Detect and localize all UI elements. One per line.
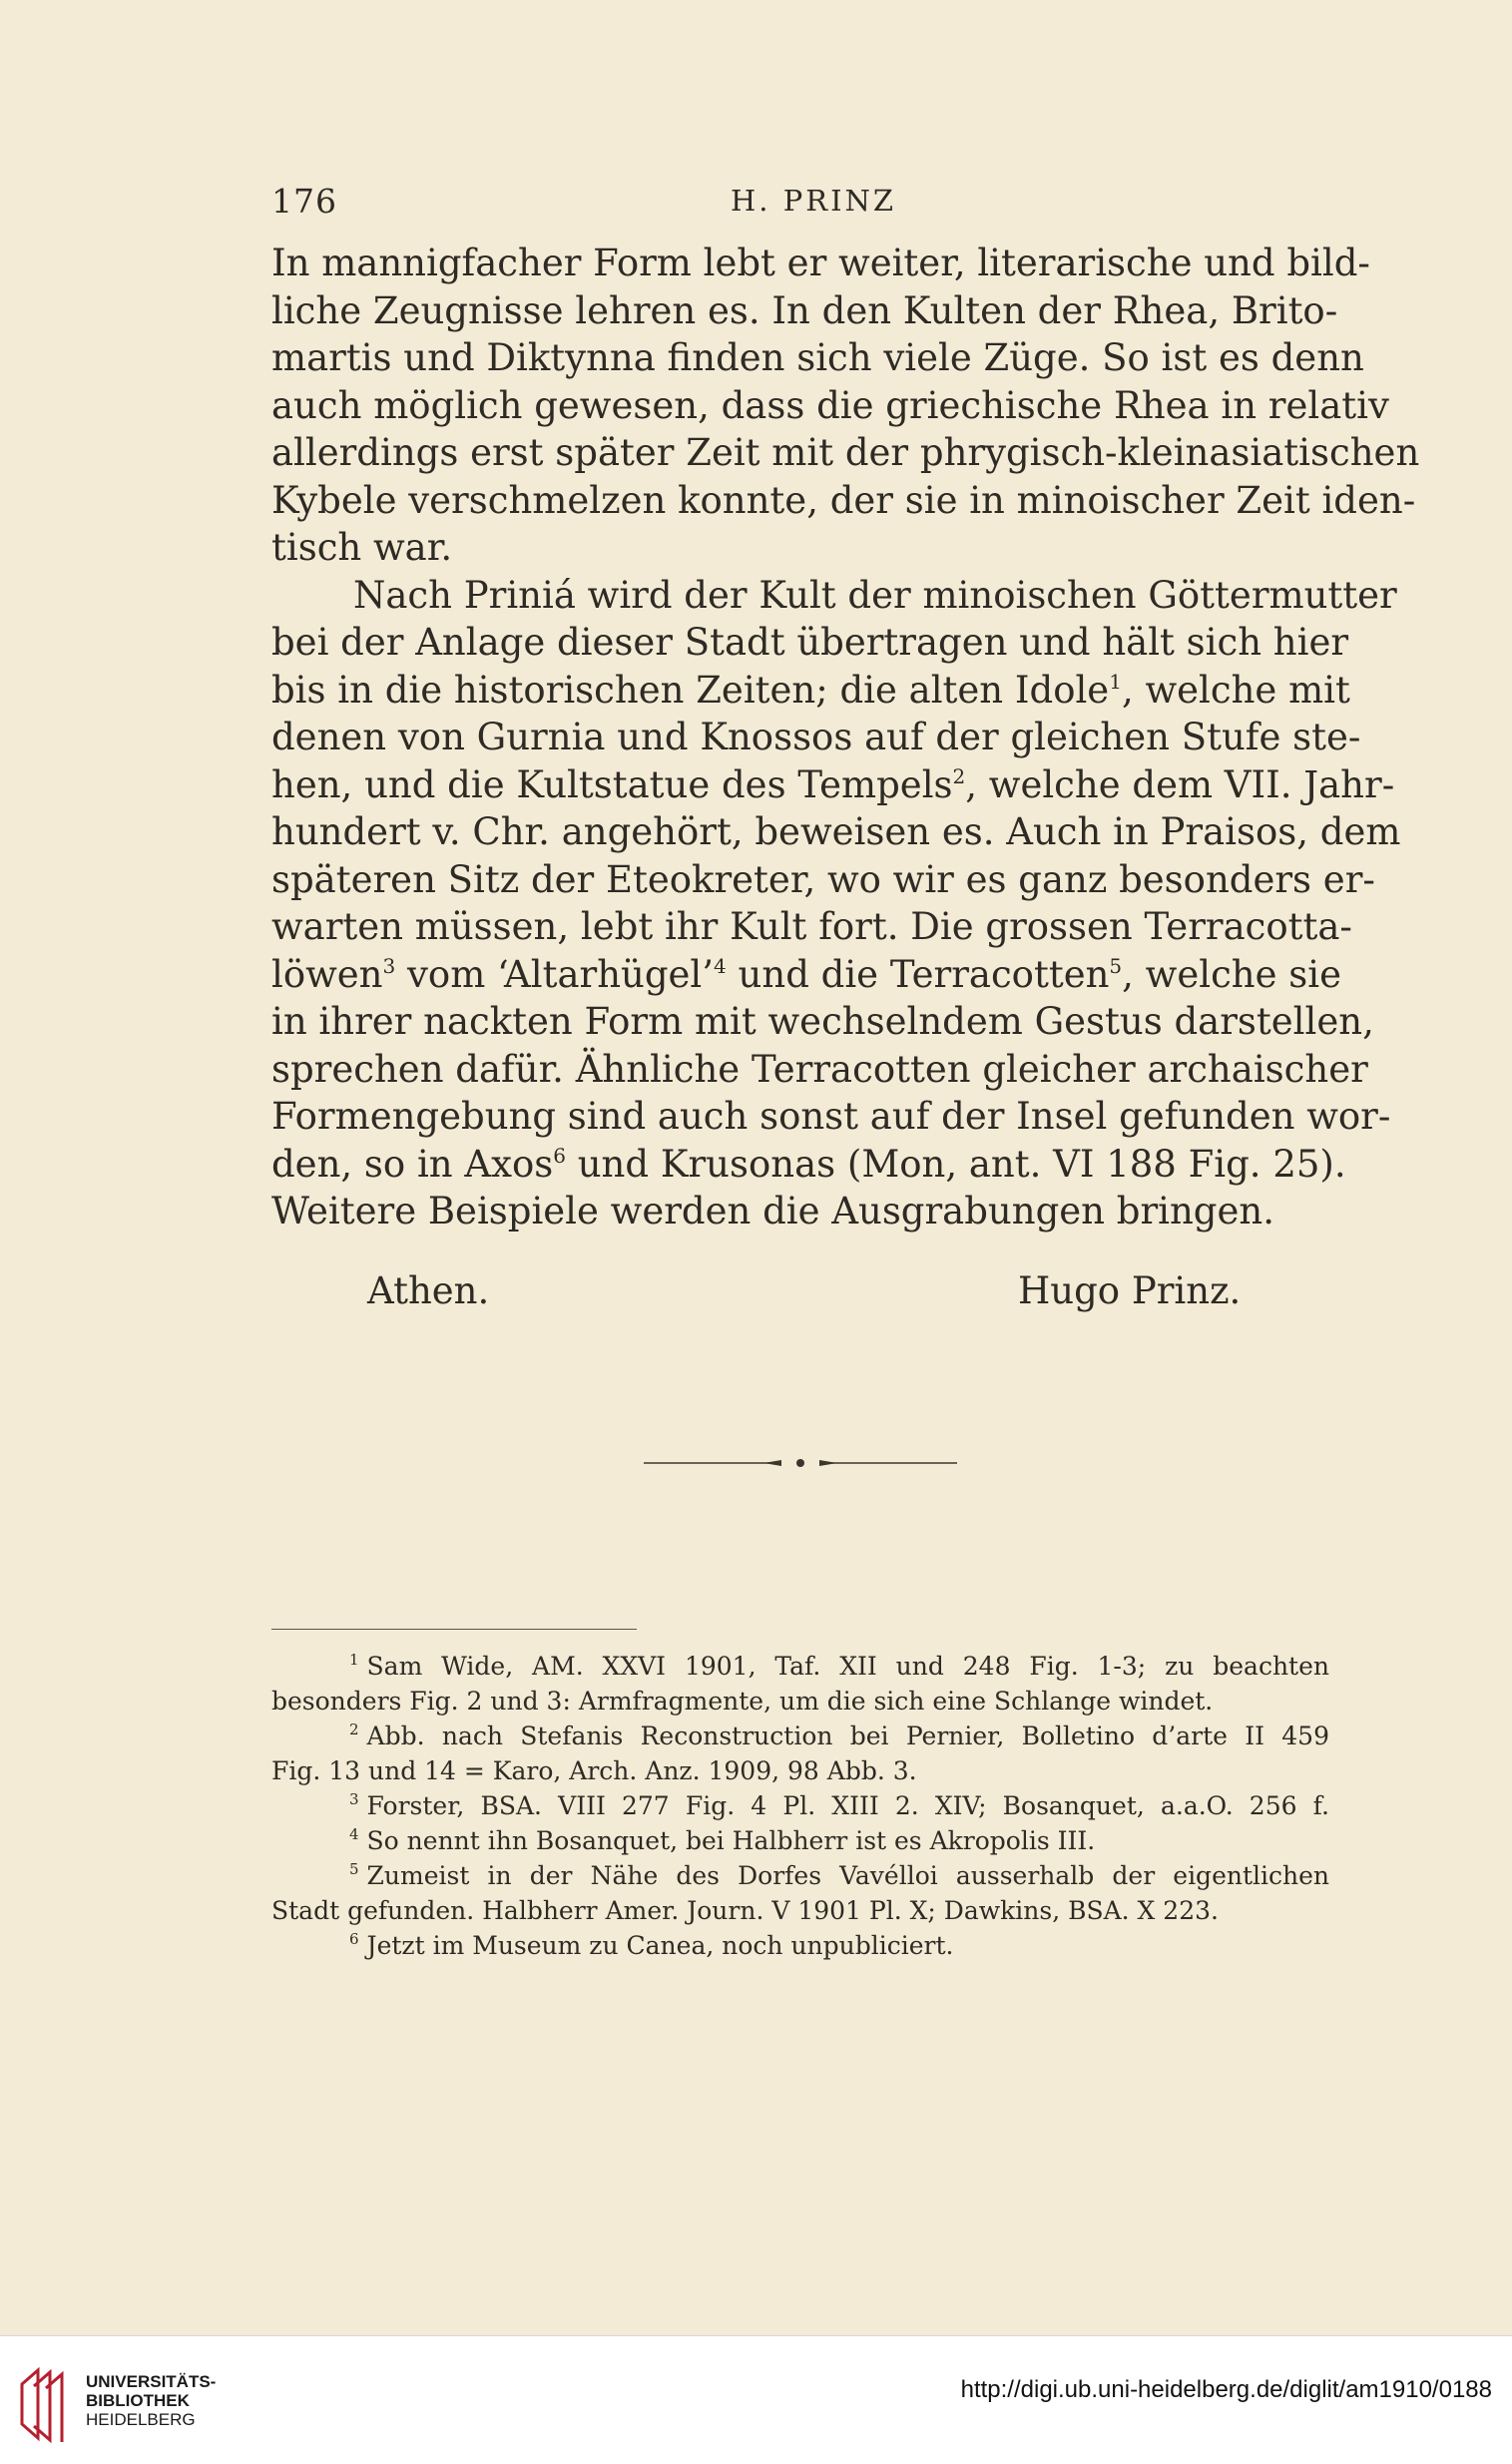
library-logo-icon [14, 2364, 78, 2444]
footnote-ref: 2 [952, 763, 966, 788]
text-line: in ihrer nackten Form mit wechselndem Gestus darstellen, [271, 1000, 1374, 1043]
library-footer [0, 2335, 1512, 2464]
text-line: Kybele verschmelzen konnte, der sie in minoischer Zeit iden- [271, 478, 1416, 522]
footnote-rule [271, 1629, 637, 1630]
text-line: Formengebung sind auch sonst auf der Insel gefunden wor- [271, 1095, 1391, 1138]
section-ornament [644, 1453, 957, 1473]
text-line: hundert v. Chr. angehört, beweisen es. Auch in Praisos, dem [271, 810, 1401, 853]
text-line: Weitere Beispiele werden die Ausgrabungen bringen. [271, 1190, 1274, 1232]
text-line: den, so in Axos$^6$ und Krusonas (Mon, ant. VI 188 Fig. 25). [271, 1142, 1346, 1186]
footnotes [271, 1649, 1329, 1963]
text-line: hen, und die Kultstatue des Tempels$^2$, welche dem VII. Jahr- [271, 762, 1395, 806]
footnote-cont: Stadt gefunden. Halbherr Amer. Journ. V 1901 Pl. X; Dawkins, BSA. X 223. [271, 1896, 1219, 1925]
text-line: tisch war. [271, 526, 453, 569]
permalink[interactable]: http://digi.ub.uni-heidelberg.de/diglit/am1910/0188 [960, 2376, 1492, 2403]
footnote: $^3$ Forster, BSA. VIII 277 Fig. 4 Pl. XIII 2. XIV; Bosanquet, a.a.O. 256 f. [349, 1790, 1329, 1820]
text-line: allerdings erst später Zeit mit der phrygisch-kleinasiatischen [271, 431, 1420, 474]
footnote-ref: 1 [1109, 669, 1122, 694]
footnote-ref: 4 [714, 953, 727, 978]
text-line: Nach Priniá wird der Kult der minoischen Göttermutter [353, 573, 1397, 617]
text-line: sprechen dafür. Ähnliche Terracotten gleicher archaischer [271, 1047, 1368, 1091]
signature-place: Athen. [367, 1269, 490, 1312]
footnote: $^6$ Jetzt im Museum zu Canea, noch unpubliciert. [349, 1930, 954, 1960]
footnote: $^4$ So nennt ihn Bosanquet, bei Halbherr ist es Akropolis III. [349, 1825, 1096, 1855]
text-line: bei der Anlage dieser Stadt übertragen und hält sich hier [271, 621, 1349, 664]
footnote-ref: 5 [1109, 953, 1123, 978]
text-line: löwen$^3$ vom ‘Altarhügel’$^4$ und die Terracotten$^5$, welche sie [271, 952, 1342, 996]
signature-author: Hugo Prinz. [1018, 1269, 1242, 1312]
running-head: H. PRINZ [731, 184, 897, 218]
footnote-cont: besonders Fig. 2 und 3: Armfragmente, um die sich eine Schlange windet. [271, 1687, 1214, 1716]
text-line: martis und Diktynna finden sich viele Züge. So ist es denn [271, 336, 1364, 379]
text-line: In mannigfacher Form lebt er weiter, literarische und bild- [271, 242, 1370, 284]
footnote: $^5$ Zumeist in der Nähe des Dorfes Vavélloi ausserhalb der eigentlichen [349, 1860, 1329, 1890]
footnote-ref: 6 [553, 1143, 566, 1168]
text-line: auch möglich gewesen, dass die griechische Rhea in relativ [271, 383, 1389, 427]
body-text [271, 240, 1420, 1235]
text-line: warten müssen, lebt ihr Kult fort. Die grossen Terracotta- [271, 905, 1352, 948]
footnote-cont: Fig. 13 und 14 = Karo, Arch. Anz. 1909, 98 Abb. 3. [271, 1756, 917, 1785]
page-number: 176 [271, 182, 337, 221]
footnote-ref: 3 [382, 953, 396, 978]
footnote: $^1$ Sam Wide, AM. XXVI 1901, Taf. XII und 248 Fig. 1-3; zu beachten [349, 1651, 1329, 1681]
library-name: UNIVERSITÄTS- BIBLIOTHEK HEIDELBERG [86, 2372, 217, 2429]
text-line: liche Zeugnisse lehren es. In den Kulten der Rhea, Brito- [271, 288, 1338, 332]
footnote: $^2$ Abb. nach Stefanis Reconstruction bei Pernier, Bolletino d’arte II 459 [349, 1721, 1329, 1750]
page-header [271, 182, 1337, 222]
text-line: bis in die historischen Zeiten; die alten Idole$^1$, welche mit [271, 668, 1350, 712]
text-line: denen von Gurnia und Knossos auf der gleichen Stufe ste- [271, 716, 1361, 758]
text-line: späteren Sitz der Eteokreter, wo wir es ganz besonders er- [271, 857, 1375, 901]
